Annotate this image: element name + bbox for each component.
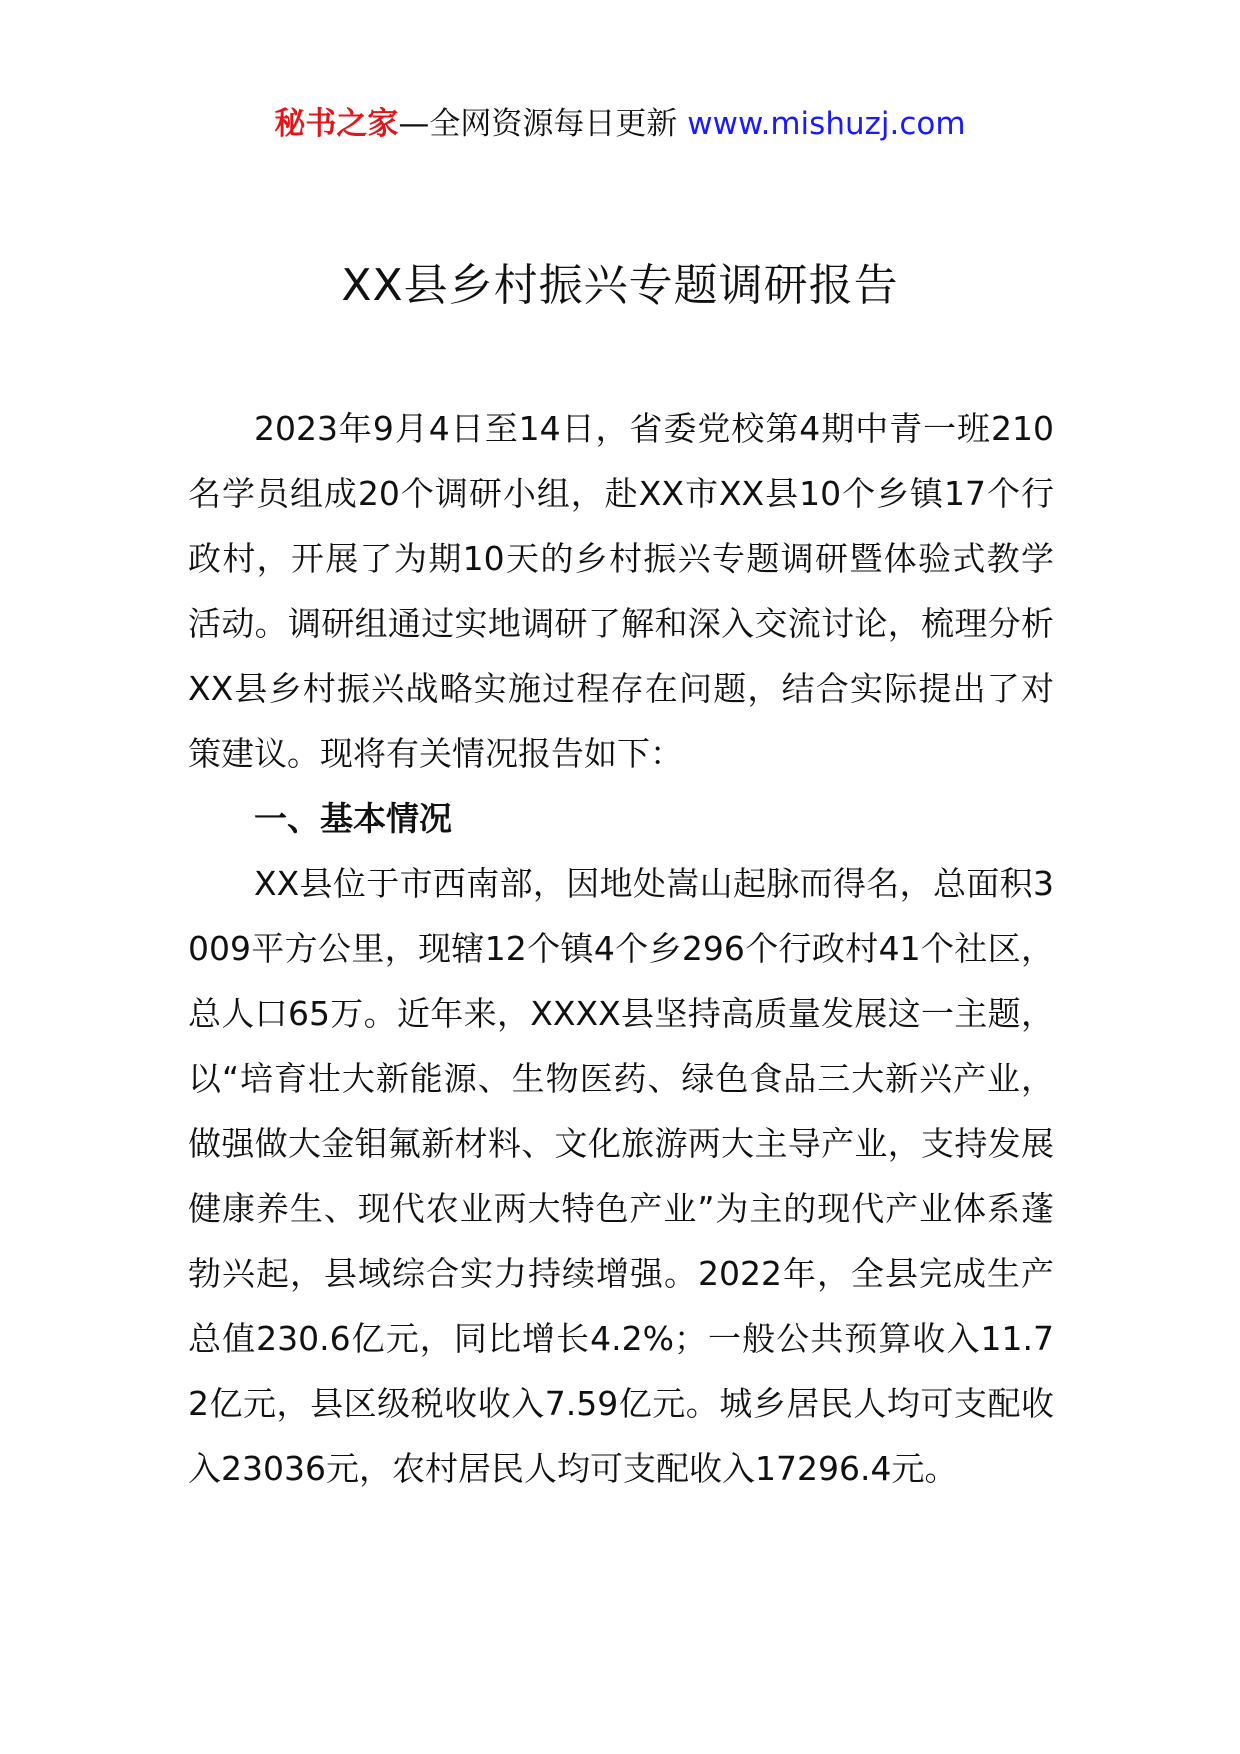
site-brand: 秘书之家	[274, 106, 399, 142]
site-url-link[interactable]: www.mishuzj.com	[687, 106, 966, 142]
document-title: XX县乡村振兴专题调研报告	[341, 260, 899, 311]
basic-situation-paragraph: XX县位于市西南部，因地处嵩山起脉而得名，总面积3009平方公里，现辖12个镇4个乡296个行政村41个社区，总人口65万。近年来，XXXX县坚持高质量发展这一主题，以“培育壮大新能源、生物医药、绿色食品三大新兴产业，做强做大金钼氟新材料、文化旅游两大主导产业，支持发展健康养生、现代农业两大特色产业”为主的现代产业体系蓬勃兴起，县域综合实力持续增强。2022年，全县完成生产总值230.6亿元，同比增长4.2%；一般公共预算收入11.72亿元，县区级税收收入7.59亿元。城乡居民人均可支配收入23036元，农村居民人均可支配收入17296.4元。	[188, 864, 1054, 1488]
page-header	[0, 100, 1240, 148]
intro-paragraph: 2023年9月4日至14日，省委党校第4期中青一班210名学员组成20个调研小组，赴XX市XX县10个乡镇17个行政村，开展了为期10天的乡村振兴专题调研暨体验式教学活动。调研组通过实地调研了解和深入交流讨论，梳理分析XX县乡村振兴战略实施过程存在问题，结合实际提出了对策建议。现将有关情况报告如下：	[188, 409, 1054, 773]
section-heading-basic-situation: 一、基本情况	[254, 799, 452, 838]
document-body	[188, 396, 1054, 1501]
site-slogan: —全网资源每日更新	[398, 106, 688, 142]
